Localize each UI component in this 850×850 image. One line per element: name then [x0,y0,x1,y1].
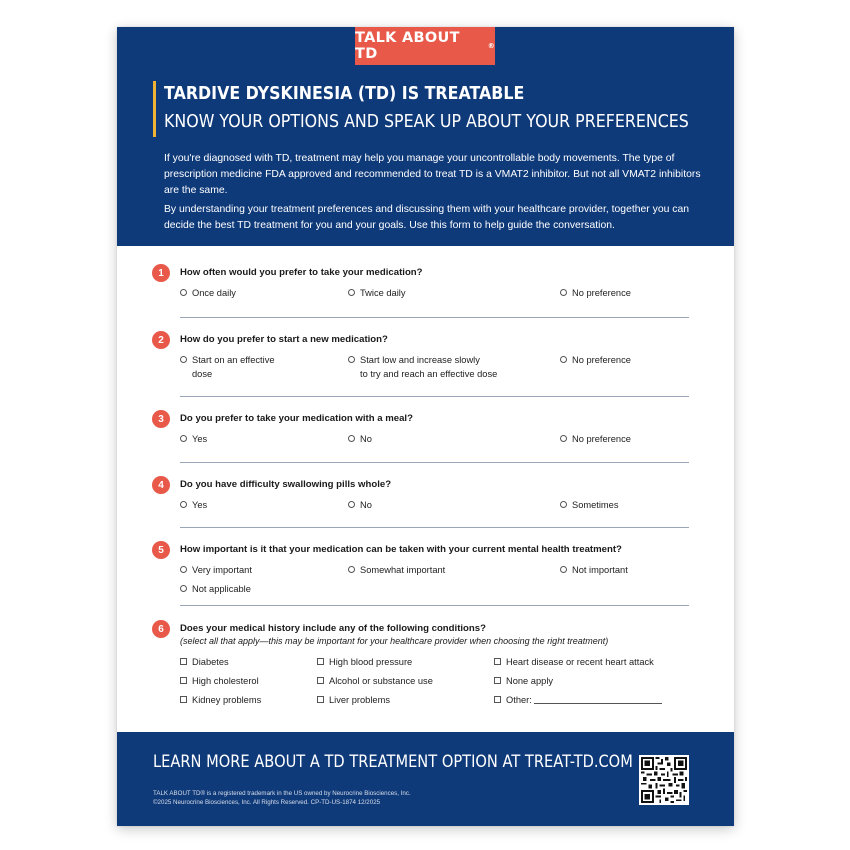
radio-button-icon[interactable] [180,585,187,592]
option-label: Alcohol or substance use [329,676,433,686]
q2-option-effective-dose[interactable] [180,353,275,381]
question-number-4: 4 [152,476,170,494]
checkbox-icon[interactable] [494,658,501,665]
question-number-2: 2 [152,331,170,349]
q6-option-liver-problems[interactable] [317,693,390,707]
radio-button-icon[interactable] [348,289,355,296]
radio-button-icon[interactable] [180,289,187,296]
option-label: Start on an effective [192,355,275,365]
option-label: High cholesterol [192,676,259,686]
radio-button-icon[interactable] [180,501,187,508]
trademark-notice: TALK ABOUT TD® is a registered trademark in the US owned by Neurocrine Biosciences, Inc. [153,790,411,797]
option-label: Sometimes [572,500,619,510]
q5-option-very-important[interactable] [180,563,252,577]
q6-option-kidney-problems[interactable] [180,693,261,707]
checkbox-icon[interactable] [494,677,501,684]
footer-banner [117,732,734,826]
badge-registered-mark: ® [487,42,495,50]
radio-button-icon[interactable] [180,435,187,442]
q6-option-diabetes[interactable] [180,655,229,669]
q4-option-sometimes[interactable] [560,498,619,512]
q6-option-high-cholesterol[interactable] [180,674,259,688]
option-label: Yes [192,500,208,510]
checkbox-icon[interactable] [180,677,187,684]
radio-button-icon[interactable] [560,435,567,442]
header-banner [117,27,734,246]
radio-button-icon[interactable] [560,501,567,508]
checkbox-icon[interactable] [317,696,324,703]
radio-button-icon[interactable] [348,566,355,573]
q1-option-twice-daily[interactable] [348,286,405,300]
intro-paragraph-1: If you're diagnosed with TD, treatment may help you manage your uncontrollable body movements. The type of prescription medicine FDA approved and recommended to treat TD is a VMAT2 inhibitor. But not all VMAT2 inhibitors are the same. [164,153,701,196]
question-5-text: How important is it that your medication can be taken with your current mental health treatment? [180,544,622,555]
radio-button-icon[interactable] [560,289,567,296]
option-label: No [360,500,372,510]
question-6-note: (select all that apply—this may be important for your healthcare provider when choosing the right treatment) [180,636,609,646]
q5-option-not-important[interactable] [560,563,628,577]
badge-label: TALK ABOUT TD [355,30,460,62]
question-number-3: 3 [152,410,170,428]
intro-paragraph-2: By understanding your treatment preferences and discussing them with your healthcare provider, together you can decide the best TD treatment for you and your goals. Use this form to help guide the conversation. [164,204,690,231]
q1-option-no-preference[interactable] [560,286,631,300]
section-divider [180,462,689,463]
section-divider [180,396,689,397]
checkbox-icon[interactable] [317,658,324,665]
q1-option-once-daily[interactable] [180,286,236,300]
page-title: TARDIVE DYSKINESIA (TD) IS TREATABLE [164,83,525,104]
question-3-text: Do you prefer to take your medication with a meal? [180,413,413,424]
question-4-text: Do you have difficulty swallowing pills whole? [180,479,392,490]
title-accent-bar [153,81,156,137]
checkbox-icon[interactable] [317,677,324,684]
section-divider [180,527,689,528]
q5-option-not-applicable[interactable] [180,582,251,596]
radio-button-icon[interactable] [180,356,187,363]
question-6-text: Does your medical history include any of the following conditions? [180,623,486,634]
option-label: Yes [192,434,208,444]
radio-button-icon[interactable] [348,356,355,363]
option-label: Somewhat important [360,565,446,575]
option-label: Very important [192,565,252,575]
q2-option-no-preference[interactable] [560,353,631,367]
talk-about-td-badge [355,27,495,65]
checkbox-icon[interactable] [494,696,501,703]
radio-button-icon[interactable] [348,501,355,508]
option-label: Heart disease or recent heart attack [506,657,654,667]
flyer-page [117,27,734,826]
q6-option-alcohol-substance-use[interactable] [317,674,433,688]
radio-button-icon[interactable] [560,356,567,363]
option-label: No preference [572,288,631,298]
copyright-notice: ©2025 Neurocrine Biosciences, Inc. All Rights Reserved. CP-TD-US-1874 12/2025 [153,799,381,806]
q3-option-yes[interactable] [180,432,207,446]
option-label: No preference [572,434,631,444]
q6-option-other[interactable] [494,693,662,707]
q6-option-heart-disease[interactable] [494,655,654,669]
option-label: No preference [572,355,631,365]
option-label: Other: [506,695,532,705]
question-1-text: How often would you prefer to take your medication? [180,267,423,278]
q3-option-no[interactable] [348,432,372,446]
radio-button-icon[interactable] [180,566,187,573]
checkbox-icon[interactable] [180,658,187,665]
question-2-text: How do you prefer to start a new medication? [180,334,388,345]
option-label-continued: dose [192,369,213,379]
option-label: Liver problems [329,695,390,705]
q6-option-high-blood-pressure[interactable] [317,655,412,669]
option-label-continued: to try and reach an effective dose [360,369,498,379]
question-number-6: 6 [152,620,170,638]
page-subtitle: KNOW YOUR OPTIONS AND SPEAK UP ABOUT YOUR PREFERENCES [164,111,689,132]
option-label: Not important [572,565,628,575]
footer-call-to-action: LEARN MORE ABOUT A TD TREATMENT OPTION AT TREAT-TD.COM [153,752,633,772]
q5-option-somewhat-important[interactable] [348,563,445,577]
q6-option-none-apply[interactable] [494,674,553,688]
radio-button-icon[interactable] [560,566,567,573]
q4-option-yes[interactable] [180,498,207,512]
q2-option-start-low[interactable] [348,353,497,381]
section-divider [180,317,689,318]
section-divider [180,605,689,606]
option-label: High blood pressure [329,657,413,667]
option-label: No [360,434,372,444]
option-label: None apply [506,676,554,686]
radio-button-icon[interactable] [348,435,355,442]
q3-option-no-preference[interactable] [560,432,631,446]
option-label: Not applicable [192,584,251,594]
option-label: Start low and increase slowly [360,355,480,365]
qr-code-graphic [641,757,687,803]
other-write-in-line[interactable] [534,703,662,704]
checkbox-icon[interactable] [180,696,187,703]
question-number-1: 1 [152,264,170,282]
question-number-5: 5 [152,541,170,559]
qr-code-icon[interactable] [639,755,689,805]
option-label: Kidney problems [192,695,262,705]
q4-option-no[interactable] [348,498,372,512]
option-label: Once daily [192,288,236,298]
option-label: Twice daily [360,288,406,298]
option-label: Diabetes [192,657,229,667]
